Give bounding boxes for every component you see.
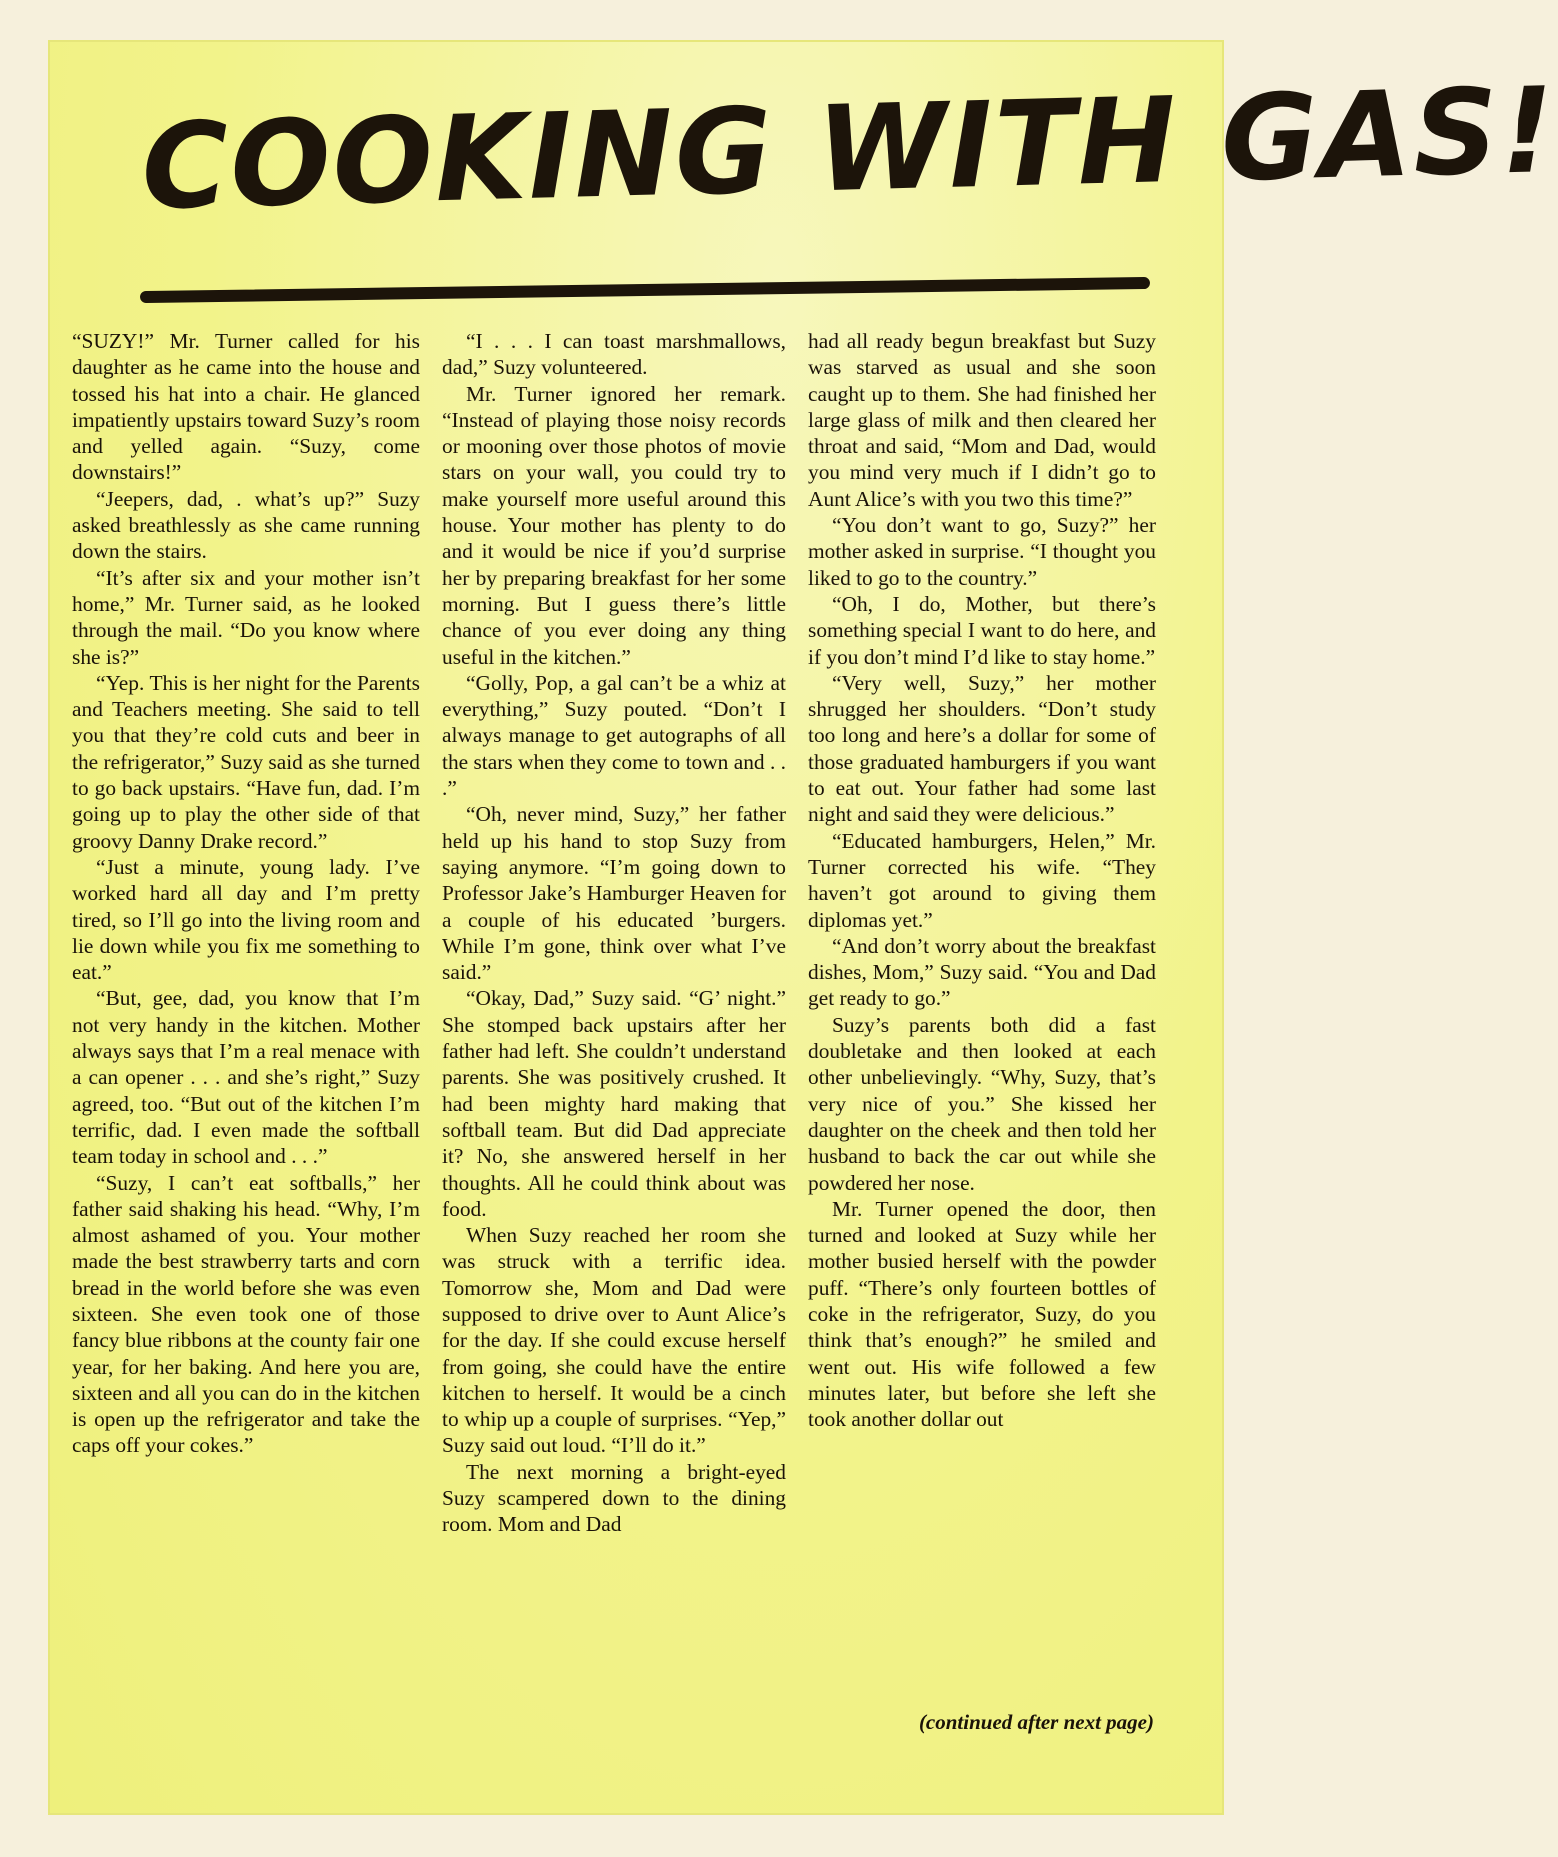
paragraph: Mr. Turner opened the door, then turned and looked at Suzy while her mother busied herself with the powder puff. “There’s only fourteen bottles of coke in the refrigerator, Suzy, do you think that’s enough?” he smiled and went out. His wife followed a few minutes later, but before she left she took another dollar out (808, 1196, 1156, 1432)
paragraph: “Okay, Dad,” Suzy said. “G’ night.” She stomped back upstairs after her father had left. She couldn’t understand parents. She was positively crushed. It had been mighty hard making that softball team. But did Dad appreciate it? No, she answered herself in her thoughts. All he could think about was food. (442, 986, 786, 1221)
paragraph: “Suzy, I can’t eat softballs,” her father said shaking his head. “Why, I’m almost ashamed of you. Your mother made the best strawberry tarts and corn bread in the world before she was even sixteen. She even took one of those fancy blue ribbons at the county fair one year, for her baking. And here you are, sixteen and all you can do in the kitchen is open up the refrigerator and take the caps off your cokes.” (72, 1170, 420, 1458)
paragraph: “Golly, Pop, a gal can’t be a whiz at everything,” Suzy pouted. “Don’t I always manage to get autographs of all the stars when they come to town and . . .” (442, 670, 786, 801)
paragraph: “But, gee, dad, you know that I’m not very handy in the kitchen. Mother always says that I’m a real menace with a can opener . . . and she’s right,” Suzy agreed, too. “But out of the kitchen I’m terrific, dad. I even made the softball team today in school and . . .” (72, 986, 420, 1169)
text-column-2 (442, 328, 786, 1538)
paragraph: Mr. Turner ignored her remark. “Instead of playing those noisy records or mooning over those photos of movie stars on your wall, you could try to make yourself more useful around this house. Your mother has plenty to do and it would be nice if you’d surprise her by preparing breakfast for her some morning. But I guess there’s little chance of you ever doing any thing useful in the kitchen.” (442, 381, 786, 669)
paragraph: Suzy’s parents both did a fast doubletake and then looked at each other unbelievingly. “Why, Suzy, that’s very nice of you.” She kissed her daughter on the cheek and then told her husband to back the car out while she powdered her nose. (808, 1012, 1156, 1195)
paragraph: “It’s after six and your mother isn’t home,” Mr. Turner said, as he looked through the mail. “Do you know where she is?” (72, 565, 420, 669)
story-page (48, 40, 1558, 1815)
title-underline (140, 277, 1150, 303)
paragraph: “Very well, Suzy,” her mother shrugged her shoulders. “Don’t study too long and here’s a dollar for some of those graduated hamburgers if you want to eat out. Your father had some last night and said they were delicious.” (808, 670, 1156, 827)
paragraph: The next morning a bright-eyed Suzy scampered down to the dining room. Mom and Dad (442, 1459, 786, 1537)
paragraph: “Educated hamburgers, Helen,” Mr. Turner corrected his wife. “They haven’t got around to giving them diplomas yet.” (808, 828, 1156, 932)
paragraph: “You don’t want to go, Suzy?” her mother asked in surprise. “I thought you liked to go to the country.” (808, 513, 1156, 590)
paragraph: “Just a minute, young lady. I’ve worked hard all day and I’m pretty tired, so I’ll go into the living room and lie down while you fix me something to eat.” (72, 854, 420, 985)
paragraph: “Oh, never mind, Suzy,” her father held up his hand to stop Suzy from saying anymore. “I’m going down to Professor Jake’s Hamburger Heaven for a couple of his educated ’burgers. While I’m gone, think over what I’ve said.” (442, 802, 786, 985)
title-banner (48, 60, 1558, 298)
text-column-3 (808, 328, 1156, 1432)
paragraph: When Suzy reached her room she was struck with a terrific idea. Tomorrow she, Mom and Dad were supposed to drive over to Aunt Alice’s for the day. If she could excuse herself from going, she could have the entire kitchen to herself. It would be a cinch to whip up a couple of surprises. “Yep,” Suzy said out loud. “I’ll do it.” (442, 1223, 786, 1458)
paragraph: “Jeepers, dad, . what’s up?” Suzy asked breathlessly as she came running down the stairs. (72, 486, 420, 564)
paragraph: “And don’t worry about the breakfast dishes, Mom,” Suzy said. “You and Dad get ready to go.” (808, 933, 1156, 1011)
paragraph: “Oh, I do, Mother, but there’s something special I want to do here, and if you don’t mind I’d like to stay home.” (808, 591, 1156, 669)
paragraph: “Yep. This is her night for the Parents and Teachers meeting. She said to tell you that they’re cold cuts and beer in the refrigerator,” Suzy said as she turned to go back upstairs. “Have fun, dad. I’m going up to play the other side of that groovy Danny Drake record.” (72, 670, 420, 853)
paragraph: “SUZY!” Mr. Turner called for his daughter as he came into the house and tossed his hat into a chair. He glanced impatiently upstairs toward Suzy’s room and yelled again. “Suzy, come downstairs!” (72, 329, 420, 485)
continued-note: (continued after next page) (918, 1710, 1154, 1734)
text-column-1 (72, 328, 420, 1459)
paragraph: “I . . . I can toast marshmallows, dad,” Suzy volunteered. (442, 329, 786, 380)
paragraph: had all ready begun breakfast but Suzy was starved as usual and she soon caught up to them. She had finished her large glass of milk and then cleared her throat and said, “Mom and Dad, would you mind very much if I didn’t go to Aunt Alice’s with you two this time?” (808, 329, 1156, 511)
story-title: COOKING WITH GAS! (140, 60, 1558, 236)
